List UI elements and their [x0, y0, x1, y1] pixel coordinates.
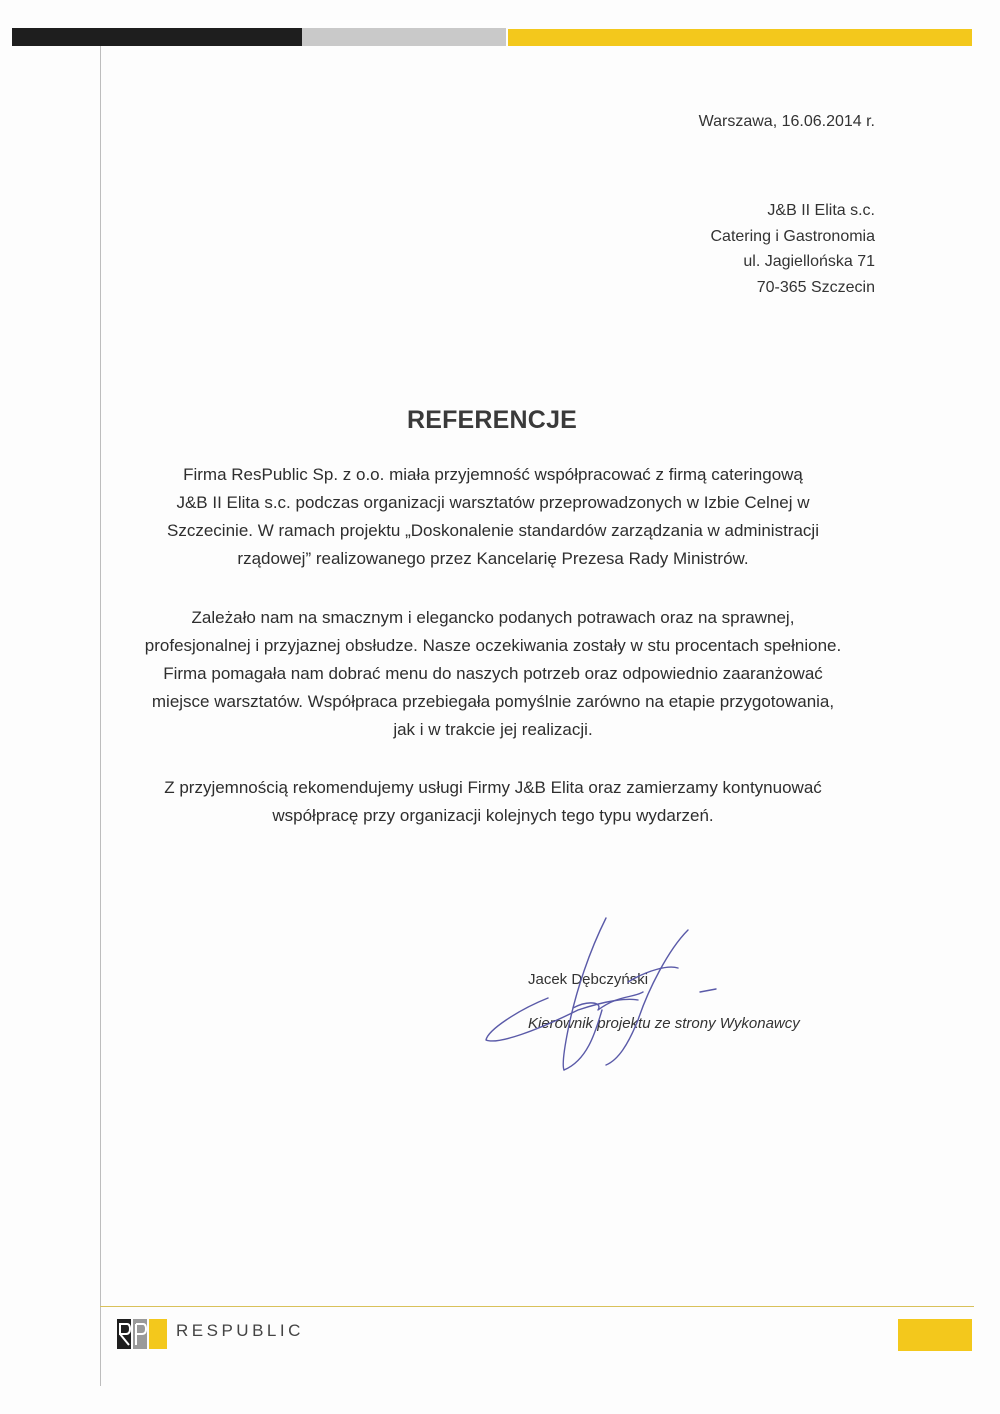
- paragraph-2: [110, 604, 876, 744]
- recipient-line: ul. Jagiellońska 71: [743, 253, 875, 270]
- text-line: Firma ResPublic Sp. z o.o. miała przyjemność współpracować z firmą cateringową: [183, 465, 803, 484]
- recipient-address: [710, 198, 875, 300]
- signer-name: Jacek Dębczyński: [528, 971, 649, 988]
- text-line: współpracę przy organizacji kolejnych tego typu wydarzeń.: [272, 806, 714, 825]
- paragraph-1: [110, 461, 876, 573]
- text-line: jak i w trakcie jej realizacji.: [393, 720, 593, 739]
- text-line: profesjonalnej i przyjaznej obsłudze. Nasze oczekiwania zostały w stu procentach spełnione.: [144, 636, 842, 655]
- recipient-line: J&B II Elita s.c.: [767, 202, 875, 219]
- signer-role: Kierownik projektu ze strony Wykonawcy: [528, 1015, 800, 1032]
- header-bar-dark: [12, 28, 302, 46]
- footer-line: [100, 1306, 974, 1307]
- margin-line: [100, 46, 101, 1386]
- paragraph-3: [110, 774, 876, 830]
- document-title: REFERENCJE: [406, 406, 578, 434]
- footer-yellow-block: [898, 1319, 972, 1351]
- text-line: rządowej” realizowanego przez Kancelarię Prezesa Rady Ministrów.: [237, 549, 749, 568]
- recipient-line: 70-365 Szczecin: [756, 278, 875, 296]
- respublic-logo-icon: [117, 1319, 167, 1349]
- handwritten-signature: [478, 910, 728, 1075]
- letter-date: Warszawa, 16.06.2014 r.: [698, 113, 875, 130]
- text-line: Z przyjemnością rekomendujemy usługi Firmy J&B Elita oraz zamierzamy kontynuować: [164, 778, 822, 797]
- header-bar-grey: [302, 28, 506, 46]
- header-bar-yellow: [508, 29, 972, 46]
- recipient-line: Catering i Gastronomia: [710, 227, 875, 245]
- text-line: miejsce warsztatów. Współpraca przebiegała pomyślnie zarówno na etapie przygotowania,: [151, 692, 835, 711]
- text-line: Zależało nam na smacznym i elegancko podanych potrawach oraz na sprawnej,: [191, 608, 795, 627]
- brand-name: RESPUBLIC: [176, 1321, 304, 1340]
- text-line: Firma pomagała nam dobrać menu do naszych potrzeb oraz odpowiednio zaaranżować: [163, 664, 823, 683]
- text-line: Szczecinie. W ramach projektu „Doskonalenie standardów zarządzania w administracji: [167, 521, 819, 540]
- text-line: J&B II Elita s.c. podczas organizacji warsztatów przeprowadzonych w Izbie Celnej w: [176, 493, 810, 512]
